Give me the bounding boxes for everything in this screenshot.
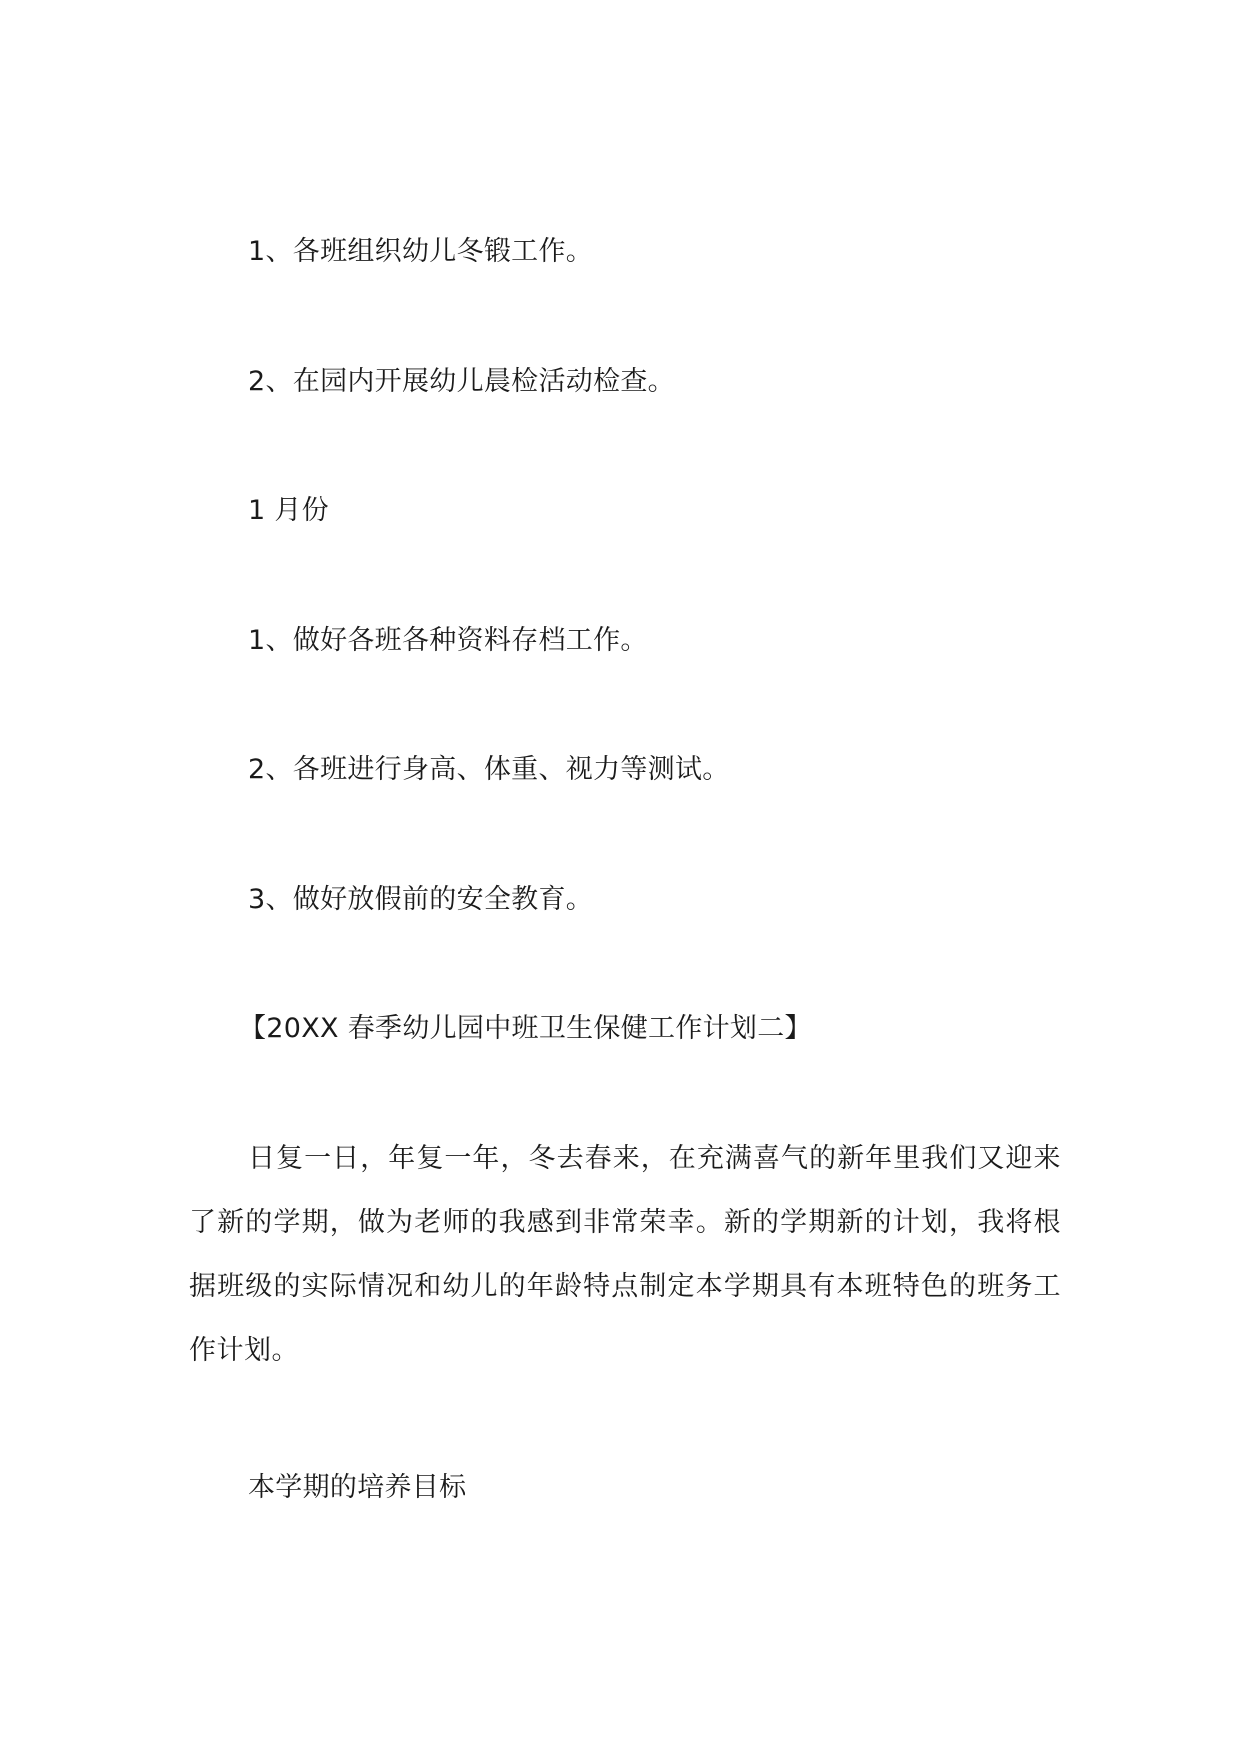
- section-heading: 本学期的培养目标: [248, 1472, 467, 1503]
- article-title: 【20XX 春季幼儿园中班卫生保健工作计划二】: [239, 1013, 812, 1044]
- list-item: 3、做好放假前的安全教育。: [248, 884, 594, 915]
- list-item: 1、做好各班各种资料存档工作。: [248, 625, 648, 656]
- list-item: 1、各班组织幼儿冬锻工作。: [248, 236, 594, 267]
- list-item: 2、各班进行身高、体重、视力等测试。: [248, 754, 730, 785]
- section-heading: 1 月份: [248, 495, 329, 526]
- body-paragraph: 日复一日，年复一年，冬去春来，在充满喜气的新年里我们又迎来了新的学期，做为老师的我感到非常荣幸。新的学期新的计划，我将根据班级的实际情况和幼儿的年龄特点制定本学期具有本班特色的班务工作计划。: [189, 1143, 1061, 1366]
- list-item: 2、在园内开展幼儿晨检活动检查。: [248, 366, 675, 397]
